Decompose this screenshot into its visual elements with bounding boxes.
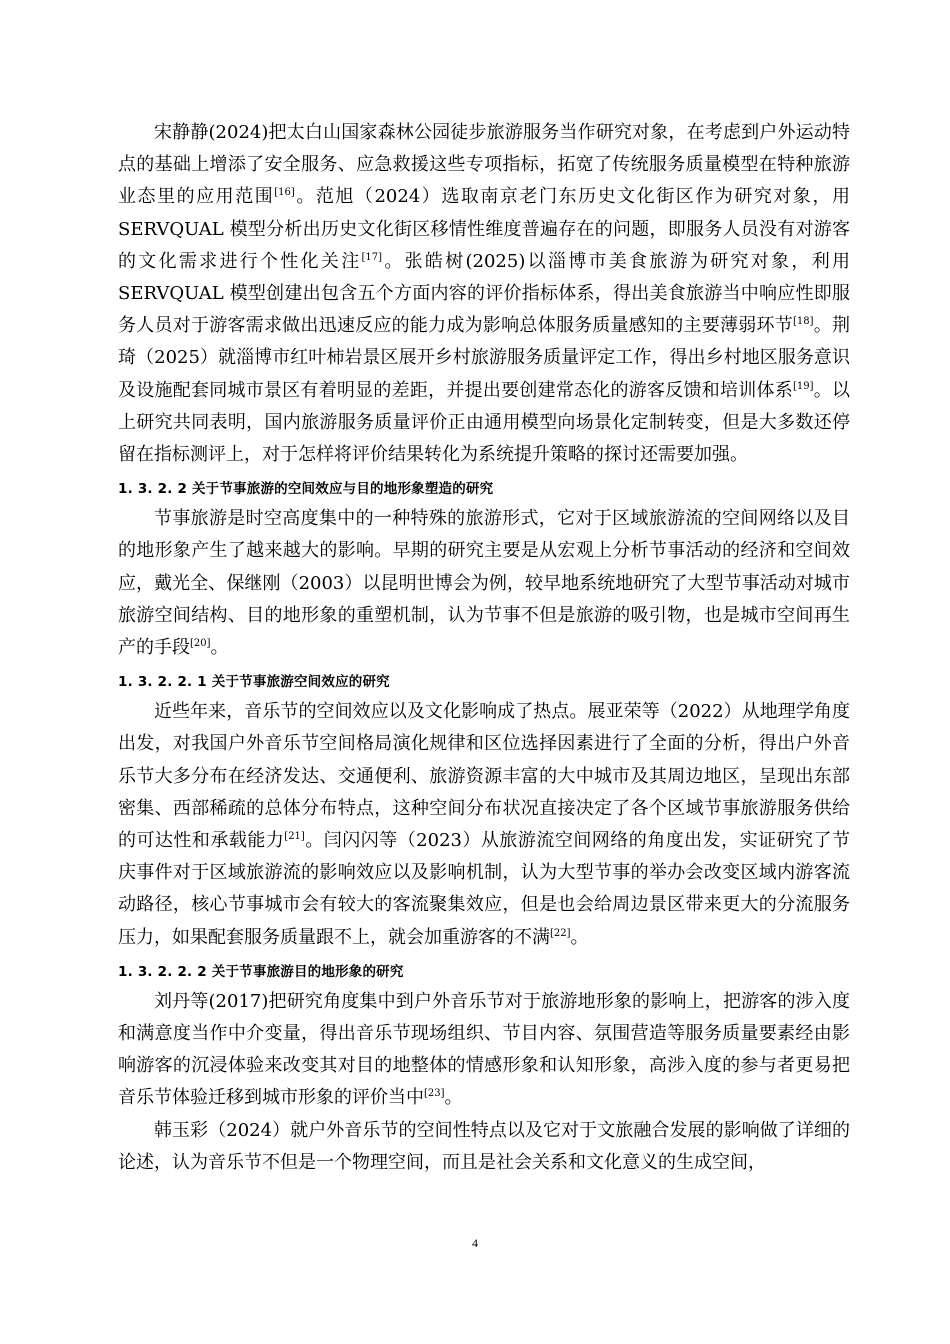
text-run: 。张皓树(2025)以淄博市美食旅游为研究对象，利用 SERVQUAL 模型创建出包含五个方面内容的评价指标体系，得出美食旅游当中响应性即服务人员对于游客需求做出迅速反应的能力成为影响总体服务质量感知的主要薄弱环节: [118, 250, 850, 337]
text-run: 。: [570, 926, 589, 948]
text-run: 。范旭（2024）选取南京老门东历史文化街区作为研究对象，用 SERVQUAL 模型分析出历史文化街区移情性维度普遍存在的问题，即服务人员没有对游客的文化需求进行个性化关注: [118, 186, 850, 272]
text-run: 节事旅游是时空高度集中的一种特殊的旅游形式，它对于区域旅游流的空间网络以及目的地形象产生了越来越大的影响。早期的研究主要是从宏观上分析节事活动的经济和空间效应，戴光全、保继刚（2003）以昆明世博会为例，较早地系统地研究了大型节事活动对城市旅游空间结构、目的地形象的重塑机制，认为节事不但是旅游的吸引物，也是城市空间再生产的手段: [118, 508, 850, 659]
text-run: 刘丹等(2017)把研究角度集中到户外音乐节对于旅游地形象的影响上，把游客的涉入度和满意度当作中介变量，得出音乐节现场组织、节目内容、氛围营造等服务质量要素经由影响游客的沉浸体验来改变其对目的地整体的情感形象和认知形象，高涉入度的参与者更易把音乐节体验迁移到城市形象的评价当中: [118, 990, 850, 1109]
body-paragraph: [118, 503, 850, 664]
section-heading: 1. 3. 2. 2 关于节事旅游的空间效应与目的地形象塑造的研究: [118, 481, 494, 498]
page-number: 4: [472, 1236, 478, 1250]
text-run: 。: [444, 1087, 463, 1109]
body-paragraph: [118, 117, 850, 471]
section-heading: 1. 3. 2. 2. 1 关于节事旅游空间效应的研究: [118, 674, 390, 691]
citation-marker: [17]: [361, 251, 383, 263]
body-paragraph: [118, 986, 850, 1115]
page-body: [118, 117, 850, 1179]
body-paragraph: [118, 696, 850, 954]
citation-marker: [22]: [550, 927, 571, 939]
citation-marker: [23]: [424, 1088, 445, 1100]
citation-marker: [20]: [190, 638, 211, 650]
section-heading: 1. 3. 2. 2. 2 关于节事旅游目的地形象的研究: [118, 963, 404, 980]
text-run: 韩玉彩（2024）就户外音乐节的空间性特点以及它对于文旅融合发展的影响做了详细的论述，认为音乐节不但是一个物理空间，而且是社会关系和文化意义的生成空间，: [118, 1119, 850, 1173]
citation-marker: [21]: [284, 831, 305, 843]
text-run: 。闫闪闪等（2023）从旅游流空间网络的角度出发，实证研究了节庆事件对于区域旅游流的影响效应以及影响机制，认为大型节事的举办会改变区域内游客流动路径，核心节事城市会有较大的客流聚集效应，但是也会给周边景区带来更大的分流服务压力，如果配套服务质量跟不上，就会加重游客的不满: [118, 830, 850, 948]
citation-marker: [18]: [792, 316, 814, 328]
text-run: 。: [210, 637, 229, 659]
text-run: 。以上研究共同表明，国内旅游服务质量评价正由通用模型向场景化定制转变，但是大多数还停留在指标测评上，对于怎样将评价结果转化为系统提升策略的探讨还需要加强。: [118, 379, 851, 466]
citation-marker: [19]: [792, 380, 814, 392]
text-run: 近些年来，音乐节的空间效应以及文化影响成了热点。展亚荣等（2022）从地理学角度出发，对我国户外音乐节空间格局演化规律和区位选择因素进行了全面的分析，得出户外音乐节大多分布在经济发达、交通便利、旅游资源丰富的大中城市及其周边地区，呈现出东部密集、西部稀疏的总体分布特点，这种空间分布状况直接决定了各个区域节事旅游服务供给的可达性和承载能力: [118, 701, 850, 852]
text-run: 宋静静(2024)把太白山国家森林公园徒步旅游服务当作研究对象，在考虑到户外运动特点的基础上增添了安全服务、应急救援这些专项指标，拓宽了传统服务质量模型在特种旅游业态里的应用范围: [118, 122, 850, 208]
citation-marker: [16]: [274, 187, 295, 199]
body-paragraph: [118, 1115, 850, 1179]
text-run: 。荆琦（2025）就淄博市红叶柿岩景区展开乡村旅游服务质量评定工作，得出乡村地区服务意识及设施配套同城市景区有着明显的差距，并提出要创建常态化的游客反馈和培训体系: [118, 315, 851, 401]
